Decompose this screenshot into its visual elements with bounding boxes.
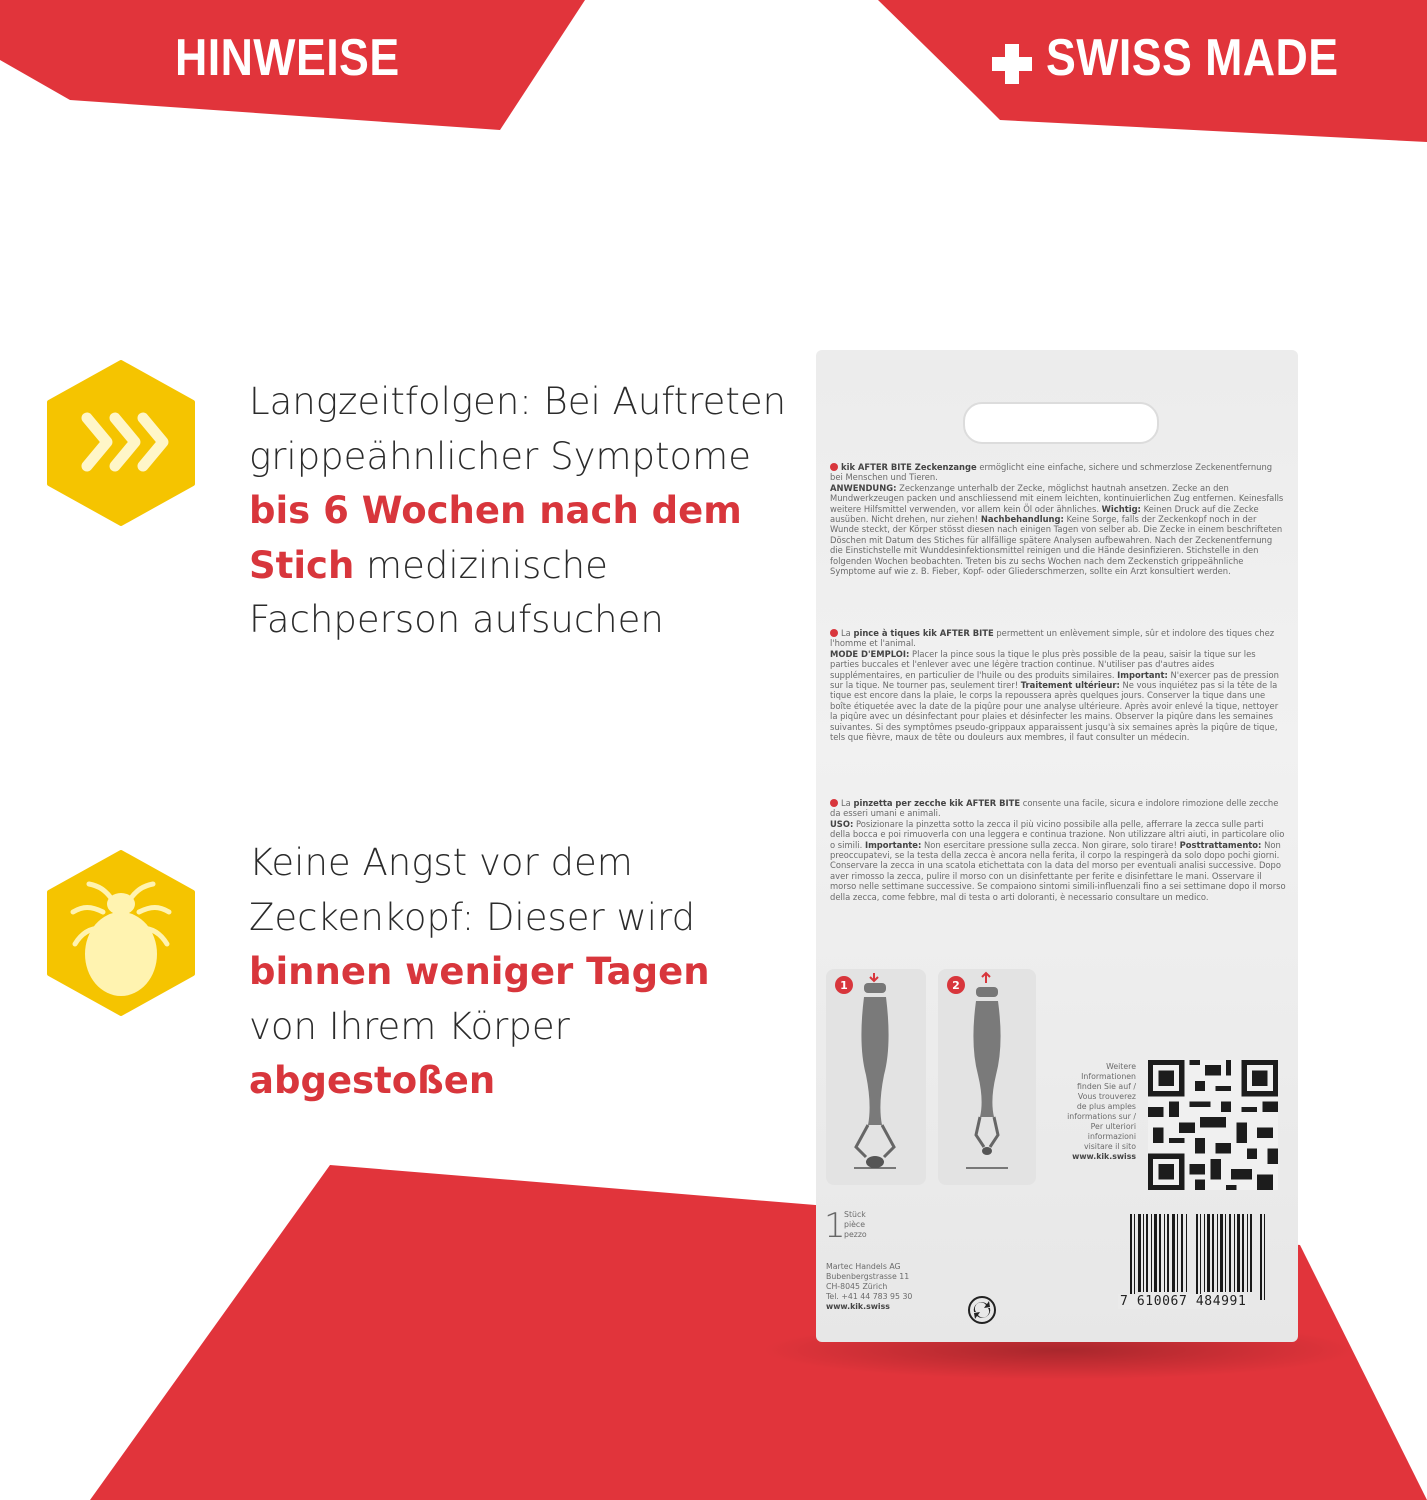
barcode-number: 7 610067 484991 (1120, 1294, 1247, 1309)
hint1-text-a: Langzeitfolgen: Bei Auftreten grippeähnlicher Symptome (249, 380, 787, 478)
hint2-text-b: von Ihrem Körper (249, 1004, 570, 1048)
count-words: Stück pièce pezzo (844, 1210, 867, 1239)
step-2-number: 2 (952, 979, 960, 992)
package-text-it: La pinzetta per zecche kik AFTER BITE consente una facile, sicura e indolore rimozione delle zecche da esseri umani e animali. USO: Posizionare la pinzetta sotto la zecca il più vicino possibile alla pelle, afferrare la zecca sulle parti della bocca e poi rimuoverla con una leggera e continua trazione. Non utilizzare altri aiuti, in particolare olio o simili. Importante: Non esercitare pressione sulla zecca. Non girare, solo tirare! Posttrattamento: Non preoccupatevi, se la testa della zecca è ancora nella ferita, il corpo la respingerà da solo dopo pochi giorni. Conservare la zecca in una scatola etichettata con la data del morso per eventuali analisi successive. Dopo aver rimosso la zecca, pulire il morso con un disinfettante per ferite e disinfettare le mani. Osservare il morso nelle settimane successive. Se compaiono sintomi simili-influenzali fino a sei settimane dopo il morso della zecca, come febbre, mal di testa o arti doloranti, è necessario consultare un medico. (830, 798, 1286, 902)
qr-code-icon (1148, 1060, 1278, 1190)
hint2-highlight-b: abgestoßen (249, 1059, 496, 1102)
de-flag-icon (830, 463, 838, 471)
hang-hole (963, 402, 1159, 444)
count-number: 1 (824, 1206, 846, 1246)
package-text-fr: La pince à tiques kik AFTER BITE permettent un enlèvement simple, sûr et indolore des tiques chez l'homme et l'animal. MODE D'EMPLOI: Placer la pince sous la tique le plus près possible de la peau, saisir la tique sur les parties buccales et l'enlever avec une légère traction continue. N'utiliser pas d'autres aides supplémentaires, en particulier de l'huile ou des produits similaires. Important: N'exercer pas de pression sur la tique. Ne tourner pas, seulement tirer! Traitement ultérieur: Ne vous inquiétez pas si la tête de la tique est encore dans la plaie, le corps la repoussera après quelques jours. Conserver la tique dans une boîte étiquetée avec la date de la piqûre pour une analyse ultérieure. Après avoir enlevé la tique, nettoyer la piqûre avec un désinfectant pour plaies et désinfecter les mains. Observer la piqûre dans les semaines suivantes. Si des symptômes pseudo-grippaux apparaissent jusqu'à six semaines après la piqûre de tique, tels que fièvre, maux de tête ou douleurs aux membres, il faut consulter un médecin. (830, 628, 1279, 743)
it-flag-icon (830, 799, 838, 807)
hint2-text-a: Keine Angst vor dem Zeckenkopf: Dieser wird (249, 841, 696, 939)
banner-hinweise: HINWEISE (175, 29, 400, 87)
package-text-de: kik AFTER BITE Zeckenzange ermöglicht eine einfache, sichere und schmerzlose Zeckenentfernung bei Menschen und Tieren. ANWENDUNG: Zeckenzange unterhalb der Zecke, möglichst hautnah ansetzen. Zecke an den Mundwerkzeugen packen und anschliessend mit einem leichten, kontinuierlichen Zug entfernen. Keinesfalls weitere Hilfsmittel verwenden, vor allem kein Öl oder ähnliches. Wichtig: Keinen Druck auf die Zecke ausüben. Nicht drehen, nur ziehen! Nachbehandlung: Keine Sorge, falls der Zeckenkopf noch in der Wunde steckt, der Körper stösst diesen nach einigen Tagen von selber ab. Die Zecke in einem beschrifteten Döschen mit Datum des Stiches für allfällige spätere Analysen aufbewahren. Nach der Zeckenentfernung die Einstichstelle mit Wunddesinfektionsmittel reinigen und die Hände desinfizieren. Stichstelle in den folgenden Wochen beobachten. Treten bis zu sechs Wochen nach dem Zeckenstich grippeähnliche Symptome auf wie z. B. Fieber, Kopf- oder Gliederschmerzen, sollte ein Arzt konsultiert werden. (830, 462, 1284, 577)
usage-illustration (826, 965, 1036, 1190)
step-1-number: 1 (840, 979, 848, 992)
hint-tick-head (249, 836, 789, 1109)
hint1-highlight: bis 6 Wochen nach dem Stich (249, 489, 742, 587)
package-back (816, 350, 1298, 1342)
hint1-text-b: medizinische Fachperson aufsuchen (249, 543, 664, 641)
tick-icon (45, 850, 197, 1016)
manufacturer-address: Martec Handels AG Bubenbergstrasse 11 CH-8045 Zürich Tel. +41 44 783 95 30 www.kik.swiss (826, 1262, 913, 1311)
hint-long-term (249, 375, 789, 648)
banner-swiss-made: SWISS MADE (1046, 29, 1339, 87)
fr-flag-icon (830, 629, 838, 637)
more-info-text: Weitere Informationen finden Sie auf / Vous trouverez de plus amples informations sur / Per ulteriori informazioni visitare il sito www.kik.swiss (1067, 1062, 1136, 1161)
chevrons-right-icon (45, 360, 197, 526)
hint2-highlight-a: binnen weniger Tagen (249, 950, 710, 993)
swiss-cross-icon (990, 42, 1034, 86)
recycle-icon (968, 1296, 996, 1324)
